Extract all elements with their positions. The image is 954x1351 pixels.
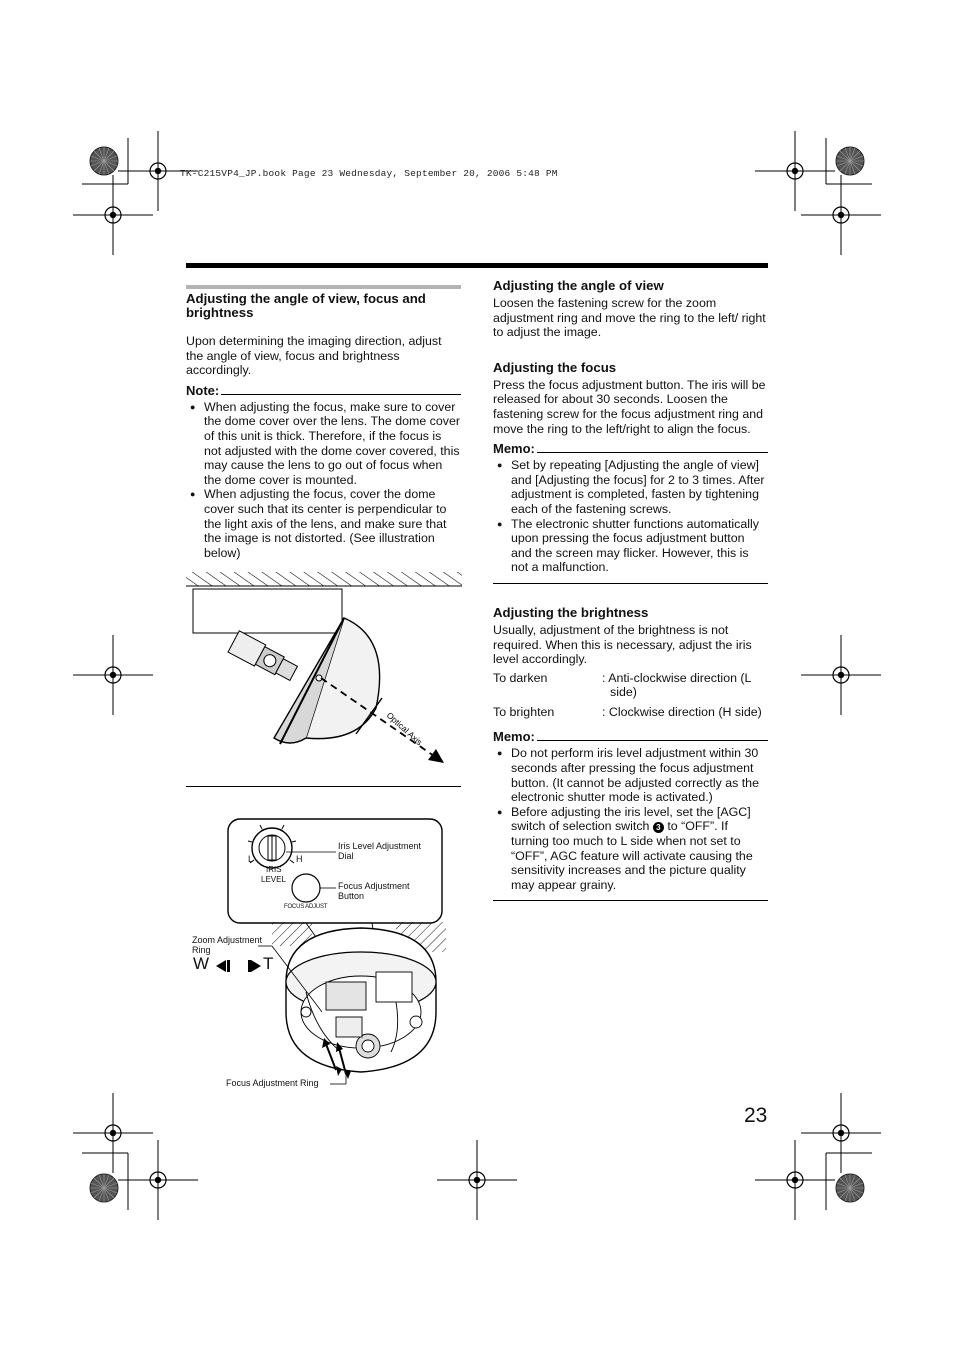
focus-heading: Adjusting the focus bbox=[493, 359, 617, 375]
section-heading: Adjusting the angle of view, focus and brightness bbox=[186, 291, 426, 320]
direction-table bbox=[493, 671, 768, 720]
direction-row: To darken : Anti-clockwise direction (L side) bbox=[493, 670, 751, 700]
iris-text-line2: LEVEL bbox=[261, 875, 286, 884]
list-item: ● When adjusting the focus, make sure to cover the dome cover over the lens. The dome cover of this unit is thick. Therefore, if the focus is not adjusted with the dome cover covered, this may cause the lens to go out of focus when the dome cover is mounted. bbox=[186, 400, 461, 488]
brightness-heading: Adjusting the brightness bbox=[493, 604, 649, 620]
note-header: Note: bbox=[186, 384, 461, 398]
intro-text: Upon determining the imaging direction, adjust the angle of view, focus and brightness accordingly. bbox=[186, 334, 442, 378]
focus-button-label: Focus Adjustment Button bbox=[338, 881, 410, 901]
w-label: W bbox=[193, 954, 210, 973]
memo-box-1 bbox=[493, 442, 768, 584]
list-item: ● Set by repeating [Adjusting the angle of view] and [Adjusting the focus] for 2 to 3 times. After adjustment is completed, fasten by tightening each of the fastening screws. bbox=[493, 458, 768, 516]
section-rule bbox=[186, 285, 461, 289]
iris-dial-label: Iris Level Adjustment Dial bbox=[338, 841, 422, 861]
focus-ring-label: Focus Adjustment Ring bbox=[226, 1078, 319, 1088]
angle-heading: Adjusting the angle of view bbox=[493, 278, 664, 293]
iris-text-line1: IRIS bbox=[266, 865, 282, 874]
list-item: ● Do not perform iris level adjustment within 30 seconds after pressing the focus adjustment button. (It cannot be adjusted correctly as the electronic shutter mode is activated.) bbox=[493, 746, 768, 804]
optical-axis-label: Optical Axis bbox=[384, 710, 425, 748]
left-column bbox=[186, 292, 461, 560]
right-column bbox=[493, 279, 768, 901]
figure-divider bbox=[186, 786, 461, 787]
selection-switch-number-icon: 3 bbox=[653, 822, 664, 833]
memo-list bbox=[493, 458, 768, 575]
memo-header: Memo: bbox=[493, 442, 768, 456]
focus-body: Press the focus adjustment button. The iris will be released for about 30 seconds. Loosen the fastening screw for the focus adjustment ring and move the ring to the left/right to align the focus. bbox=[493, 377, 766, 436]
memo-box-2 bbox=[493, 730, 768, 901]
angle-body: Loosen the fastening screw for the zoom adjustment ring and move the ring to the left/ right to adjust the image. bbox=[493, 296, 766, 340]
dome-cover-illustration bbox=[186, 568, 462, 790]
focus-adjust-text: FOCUS ADJUST bbox=[284, 904, 328, 910]
list-item: ● When adjusting the focus, cover the dome cover such that its center is perpendicular to the light axis of the lens, and make sure that the image is not distorted. (See illustration below) bbox=[186, 487, 461, 560]
memo-header: Memo: bbox=[493, 730, 768, 744]
list-item: ● The electronic shutter functions automatically upon pressing the focus adjustment button and the screen may flicker. However, this is not a malfunction. bbox=[493, 517, 768, 575]
zoom-ring-label: Zoom Adjustment Ring bbox=[192, 935, 263, 955]
direction-row: To brighten : Clockwise direction (H side) bbox=[493, 704, 762, 719]
note-list bbox=[186, 400, 461, 561]
t-label: T bbox=[263, 954, 274, 973]
list-item: ● Before adjusting the iris level, set the [AGC] switch of selection switch 3 to “OFF”. If turning too much to L side when not set to “OFF”, AGC feature will activate causing the sensitivity increases and the picture quality may appear grainy. bbox=[493, 805, 768, 893]
h-label: H bbox=[296, 854, 303, 864]
top-rule bbox=[186, 263, 768, 268]
page-number: 23 bbox=[744, 1104, 768, 1127]
print-header: TK-C215VP4_JP.book Page 23 Wednesday, September 20, 2006 5:48 PM bbox=[180, 168, 558, 179]
l-label: L bbox=[248, 854, 254, 864]
memo-list bbox=[493, 746, 768, 892]
brightness-body: Usually, adjustment of the brightness is not required. When this is necessary, adjust the iris level accordingly. bbox=[493, 622, 752, 667]
